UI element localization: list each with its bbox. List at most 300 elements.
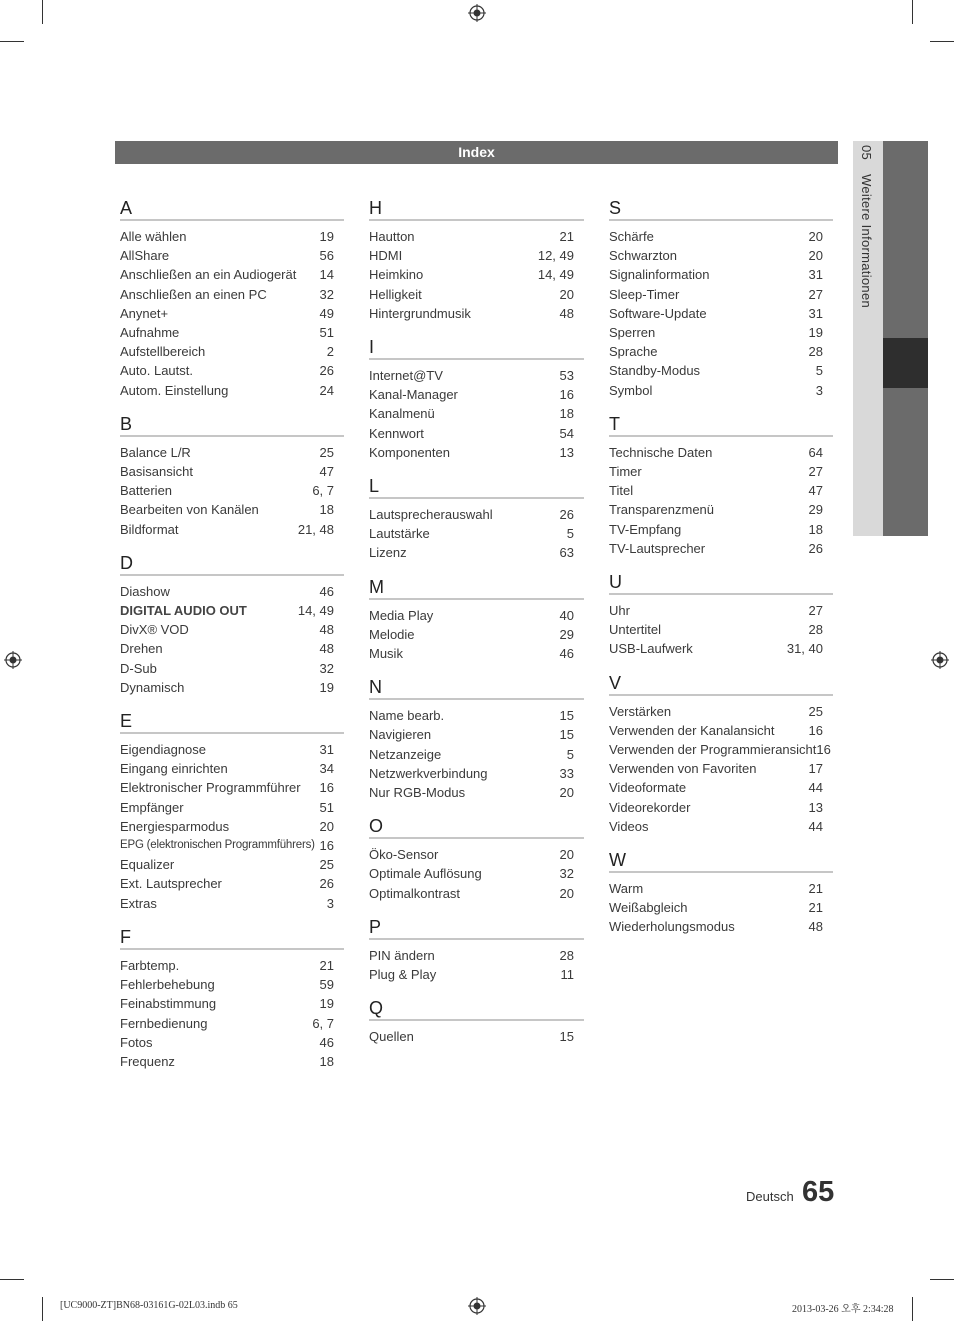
- entry-page: 32: [319, 286, 334, 302]
- entry-label: Untertitel: [609, 622, 662, 638]
- entry-label: Bildformat: [120, 521, 179, 537]
- entry-label: D-Sub: [120, 660, 157, 676]
- entry-page: 12, 49: [537, 248, 574, 264]
- entry-label: Verwenden von Favoriten: [609, 761, 757, 777]
- index-section: [120, 553, 344, 697]
- index-entry: [120, 836, 344, 855]
- index-section: [609, 198, 833, 400]
- index-entry: [120, 1052, 344, 1071]
- entry-label: Kanal-Manager: [369, 387, 458, 403]
- entry-page: 19: [319, 229, 334, 244]
- entry-label: Lautsprecherauswahl: [369, 507, 493, 523]
- index-entry: [609, 381, 833, 400]
- print-slug-date: 2013-03-26 오후 2:34:28: [792, 1304, 894, 1315]
- entry-page: 18: [319, 502, 334, 518]
- entry-label: Anschließen an einen PC: [120, 286, 267, 302]
- crop-mark: [912, 0, 913, 24]
- index-entry: [120, 304, 344, 323]
- index-entry: [120, 361, 344, 380]
- entry-label: Netzwerkverbindung: [369, 765, 488, 781]
- entry-label: Videorekorder: [609, 799, 691, 815]
- page-title: Index: [458, 144, 495, 160]
- entry-label: Media Play: [369, 607, 434, 623]
- entry-page: 28: [808, 344, 823, 360]
- index-entry: [120, 894, 344, 913]
- entry-page: 32: [319, 660, 334, 676]
- entry-page: 47: [808, 483, 823, 499]
- entry-label: Fernbedienung: [120, 1015, 208, 1031]
- entry-page: 26: [808, 540, 823, 556]
- entry-page: 31: [319, 742, 334, 758]
- entry-page: 3: [815, 382, 823, 398]
- index-section: [369, 998, 584, 1046]
- entry-page: 48: [808, 919, 823, 935]
- entry-label: Standby-Modus: [609, 363, 701, 379]
- entry-page: 6, 7: [312, 483, 334, 499]
- index-entry: [369, 745, 584, 764]
- index-entry: [369, 385, 584, 404]
- entry-label: DivX® VOD: [120, 622, 189, 638]
- entry-label: Feinabstimmung: [120, 996, 217, 1012]
- crop-mark: [42, 1297, 43, 1321]
- index-entry: [369, 725, 584, 744]
- entry-label: Videos: [609, 818, 649, 834]
- index-entry: [120, 500, 344, 519]
- entry-label: Energiesparmodus: [120, 818, 230, 834]
- entry-page: 44: [808, 780, 823, 796]
- entry-label: Titel: [609, 483, 634, 499]
- entry-label: Verwenden der Programmieransicht: [609, 742, 817, 758]
- entry-page: 21: [808, 881, 823, 897]
- entry-page: 16: [808, 722, 823, 738]
- index-entry: [369, 265, 584, 284]
- entry-page: 63: [559, 545, 574, 561]
- print-slug-file: [UC9000-ZT]BN68-03161G-02L03.indb 65: [60, 1300, 238, 1311]
- index-entry: [609, 879, 833, 898]
- entry-label: Fehlerbehebung: [120, 977, 215, 993]
- entry-page: 16: [319, 780, 334, 796]
- entry-label: Frequenz: [120, 1053, 175, 1069]
- registration-mark-icon: [468, 1297, 486, 1315]
- entry-label: Videoformate: [609, 780, 687, 796]
- entry-label: Equalizer: [120, 857, 175, 873]
- entry-page: 26: [319, 876, 334, 892]
- entry-label: Autom. Einstellung: [120, 382, 229, 398]
- entry-label: Helligkeit: [369, 286, 422, 302]
- crop-mark: [930, 41, 954, 42]
- index-entry: [120, 759, 344, 778]
- section-letter: W: [609, 850, 833, 873]
- registration-mark-icon: [931, 651, 949, 669]
- entry-page: 21: [808, 900, 823, 916]
- section-letter: I: [369, 337, 584, 360]
- entry-label: Hintergrundmusik: [369, 305, 471, 321]
- index-entry: [609, 285, 833, 304]
- section-letter: O: [369, 816, 584, 839]
- section-letter: M: [369, 577, 584, 600]
- entry-page: 27: [808, 603, 823, 619]
- section-letter: B: [120, 414, 344, 437]
- entry-page: 14, 49: [537, 267, 574, 283]
- entry-label: AllShare: [120, 248, 170, 264]
- section-letter: D: [120, 553, 344, 576]
- entry-label: Wiederholungsmodus: [609, 919, 735, 935]
- index-header: [115, 141, 838, 164]
- entry-label: Lizenz: [369, 545, 407, 561]
- entry-label: Batterien: [120, 483, 173, 499]
- entry-page: 21: [559, 229, 574, 244]
- entry-page: 19: [808, 325, 823, 341]
- entry-label: Optimalkontrast: [369, 885, 461, 901]
- index-entry: [369, 543, 584, 562]
- entry-label: TV-Empfang: [609, 521, 682, 537]
- entry-label: Warm: [609, 881, 644, 897]
- index-column-2: [369, 198, 584, 1060]
- section-letter: H: [369, 198, 584, 221]
- entry-label: Eigendiagnose: [120, 742, 207, 758]
- entry-page: 19: [319, 679, 334, 695]
- entry-page: 6, 7: [312, 1015, 334, 1031]
- entry-label: Sperren: [609, 325, 656, 341]
- index-entry: [609, 539, 833, 558]
- index-entry: [609, 361, 833, 380]
- entry-page: 15: [559, 1029, 574, 1045]
- entry-label: Timer: [609, 464, 642, 480]
- index-entry: [609, 778, 833, 797]
- registration-mark-icon: [468, 4, 486, 22]
- index-column-3: [609, 198, 833, 951]
- entry-page: 46: [319, 1034, 334, 1050]
- entry-label: Anynet+: [120, 305, 169, 321]
- entry-label: Kanalmenü: [369, 406, 435, 422]
- entry-page: 27: [808, 286, 823, 302]
- index-entry: [369, 304, 584, 323]
- chapter-title: Weitere Informationen: [859, 174, 874, 309]
- entry-label: Basisansicht: [120, 464, 193, 480]
- index-entry: [369, 783, 584, 802]
- index-entry: [120, 994, 344, 1013]
- index-entry: [369, 845, 584, 864]
- index-entry: [609, 759, 833, 778]
- entry-page: 15: [559, 708, 574, 724]
- side-tab-label: [859, 145, 874, 308]
- entry-page: 53: [559, 368, 574, 384]
- entry-page: 51: [319, 799, 334, 815]
- entry-page: 48: [319, 622, 334, 638]
- index-entry: [120, 874, 344, 893]
- entry-label: Elektronischer Programmführer: [120, 780, 301, 796]
- entry-label: Öko-Sensor: [369, 847, 439, 863]
- entry-page: 28: [559, 947, 574, 963]
- entry-label: DIGITAL AUDIO OUT: [120, 603, 247, 619]
- index-entry: [369, 1027, 584, 1046]
- entry-page: 29: [808, 502, 823, 518]
- index-entry: [120, 285, 344, 304]
- chapter-number: 05: [859, 145, 874, 161]
- crop-mark: [930, 1279, 954, 1280]
- section-letter: A: [120, 198, 344, 221]
- index-entry: [369, 366, 584, 385]
- index-entry: [369, 443, 584, 462]
- entry-label: Plug & Play: [369, 967, 437, 983]
- index-section: [369, 198, 584, 323]
- entry-label: Verstärken: [609, 703, 672, 719]
- index-section: [609, 414, 833, 558]
- entry-page: 20: [808, 248, 823, 264]
- entry-label: Navigieren: [369, 727, 432, 743]
- entry-label: Farbtemp.: [120, 957, 180, 973]
- entry-page: 14, 49: [297, 603, 334, 619]
- entry-page: 14: [319, 267, 334, 283]
- entry-label: EPG (elektronischen Programmführers): [120, 839, 315, 852]
- index-entry: [120, 443, 344, 462]
- entry-page: 20: [559, 847, 574, 863]
- index-entry: [369, 246, 584, 265]
- entry-label: Fotos: [120, 1034, 153, 1050]
- entry-page: 18: [559, 406, 574, 422]
- index-entry: [609, 702, 833, 721]
- entry-label: USB-Laufwerk: [609, 641, 693, 657]
- entry-label: Quellen: [369, 1029, 414, 1045]
- index-section: [609, 572, 833, 659]
- index-column-1: [120, 198, 344, 1085]
- index-entry: [369, 625, 584, 644]
- index-entry: [369, 764, 584, 783]
- entry-page: 46: [319, 583, 334, 599]
- entry-label: Ext. Lautsprecher: [120, 876, 222, 892]
- entry-page: 46: [559, 646, 574, 662]
- entry-page: 44: [808, 818, 823, 834]
- entry-label: Empfänger: [120, 799, 184, 815]
- index-entry: [369, 404, 584, 423]
- entry-page: 26: [319, 363, 334, 379]
- index-entry: [120, 639, 344, 658]
- index-entry: [369, 884, 584, 903]
- section-letter: L: [369, 476, 584, 499]
- index-entry: [609, 462, 833, 481]
- entry-page: 25: [808, 703, 823, 719]
- index-section: [369, 917, 584, 984]
- index-entry: [609, 443, 833, 462]
- index-entry: [609, 639, 833, 658]
- entry-page: 5: [566, 746, 574, 762]
- entry-label: Name bearb.: [369, 708, 445, 724]
- entry-label: Diashow: [120, 583, 170, 599]
- entry-label: Aufnahme: [120, 325, 180, 341]
- entry-page: 13: [808, 799, 823, 815]
- entry-label: Extras: [120, 895, 157, 911]
- index-entry: [369, 946, 584, 965]
- entry-page: 18: [319, 1053, 334, 1069]
- index-entry: [120, 798, 344, 817]
- entry-label: Uhr: [609, 603, 630, 619]
- entry-page: 5: [566, 526, 574, 542]
- index-entry: [609, 342, 833, 361]
- entry-label: Schwarzton: [609, 248, 677, 264]
- footer-language: Deutsch: [746, 1189, 794, 1204]
- entry-page: 64: [808, 444, 823, 460]
- index-entry: [120, 855, 344, 874]
- entry-label: Internet@TV: [369, 368, 443, 384]
- index-entry: [120, 265, 344, 284]
- index-section: [120, 198, 344, 400]
- index-entry: [120, 342, 344, 361]
- index-entry: [369, 644, 584, 663]
- section-letter: V: [609, 673, 833, 696]
- entry-page: 40: [559, 607, 574, 623]
- entry-page: 28: [808, 622, 823, 638]
- entry-label: Netzanzeige: [369, 746, 442, 762]
- section-letter: E: [120, 711, 344, 734]
- entry-label: Aufstellbereich: [120, 344, 206, 360]
- entry-page: 21, 48: [297, 521, 334, 537]
- entry-label: Bearbeiten von Kanälen: [120, 502, 259, 518]
- index-entry: [609, 898, 833, 917]
- entry-label: Sleep-Timer: [609, 286, 680, 302]
- index-entry: [120, 481, 344, 500]
- index-entry: [120, 740, 344, 759]
- entry-page: 16: [319, 838, 334, 854]
- index-entry: [609, 620, 833, 639]
- index-entry: [369, 706, 584, 725]
- entry-label: Symbol: [609, 382, 653, 398]
- entry-label: Hautton: [369, 229, 415, 244]
- index-entry: [120, 659, 344, 678]
- index-entry: [609, 740, 833, 759]
- entry-label: TV-Lautsprecher: [609, 540, 706, 556]
- entry-page: 21: [319, 957, 334, 973]
- entry-page: 20: [559, 885, 574, 901]
- index-entry: [609, 817, 833, 836]
- index-section: [609, 850, 833, 937]
- entry-page: 2: [326, 344, 334, 360]
- entry-label: Transparenzmenü: [609, 502, 715, 518]
- section-letter: N: [369, 677, 584, 700]
- entry-label: Schärfe: [609, 229, 654, 244]
- index-entry: [609, 481, 833, 500]
- entry-label: Sprache: [609, 344, 658, 360]
- entry-page: 33: [559, 765, 574, 781]
- section-letter: S: [609, 198, 833, 221]
- entry-label: Eingang einrichten: [120, 761, 228, 777]
- entry-page: 31: [808, 305, 823, 321]
- entry-label: Balance L/R: [120, 444, 191, 460]
- index-entry: [120, 1033, 344, 1052]
- entry-label: Kennwort: [369, 425, 424, 441]
- section-letter: P: [369, 917, 584, 940]
- registration-mark-icon: [4, 651, 22, 669]
- entry-page: 32: [559, 866, 574, 882]
- section-letter: Q: [369, 998, 584, 1021]
- entry-page: 20: [808, 229, 823, 244]
- index-section: [369, 476, 584, 563]
- entry-page: 34: [319, 761, 334, 777]
- entry-page: 15: [559, 727, 574, 743]
- index-section: [609, 673, 833, 836]
- entry-page: 54: [559, 425, 574, 441]
- entry-label: Technische Daten: [609, 444, 713, 460]
- index-entry: [369, 864, 584, 883]
- index-entry: [609, 721, 833, 740]
- entry-label: Heimkino: [369, 267, 424, 283]
- entry-page: 47: [319, 464, 334, 480]
- entry-label: Drehen: [120, 641, 163, 657]
- entry-page: 51: [319, 325, 334, 341]
- index-entry: [120, 246, 344, 265]
- entry-page: 17: [808, 761, 823, 777]
- index-entry: [120, 462, 344, 481]
- index-section: [369, 677, 584, 802]
- entry-label: Anschließen an ein Audiogerät: [120, 267, 297, 283]
- index-entry: [369, 285, 584, 304]
- section-letter: T: [609, 414, 833, 437]
- index-entry: [609, 500, 833, 519]
- entry-page: 16: [816, 742, 831, 758]
- index-section: [120, 711, 344, 913]
- entry-page: 56: [319, 248, 334, 264]
- entry-page: 31: [808, 267, 823, 283]
- index-entry: [120, 678, 344, 697]
- index-entry: [609, 246, 833, 265]
- entry-label: Signalinformation: [609, 267, 710, 283]
- entry-page: 59: [319, 977, 334, 993]
- index-section: [369, 337, 584, 462]
- crop-mark: [42, 0, 43, 24]
- index-entry: [609, 227, 833, 246]
- entry-label: Lautstärke: [369, 526, 430, 542]
- index-entry: [609, 917, 833, 936]
- entry-page: 19: [319, 996, 334, 1012]
- section-letter: U: [609, 572, 833, 595]
- entry-page: 5: [815, 363, 823, 379]
- entry-label: Optimale Auflösung: [369, 866, 482, 882]
- index-entry: [120, 1014, 344, 1033]
- index-entry: [120, 582, 344, 601]
- index-entry: [120, 227, 344, 246]
- side-tab-marker: [883, 338, 928, 388]
- index-section: [120, 927, 344, 1071]
- index-entry: [120, 956, 344, 975]
- entry-label: Nur RGB-Modus: [369, 785, 466, 801]
- entry-label: Verwenden der Kanalansicht: [609, 722, 775, 738]
- index-entry: [609, 323, 833, 342]
- index-entry: [120, 975, 344, 994]
- entry-page: 18: [808, 521, 823, 537]
- entry-page: 48: [319, 641, 334, 657]
- entry-label: Dynamisch: [120, 679, 185, 695]
- index-entry: [369, 424, 584, 443]
- index-entry: [369, 227, 584, 246]
- entry-page: 25: [319, 857, 334, 873]
- entry-label: Software-Update: [609, 305, 707, 321]
- index-entry: [369, 606, 584, 625]
- page-number: 65: [802, 1176, 835, 1208]
- index-section: [369, 816, 584, 903]
- crop-mark: [0, 41, 24, 42]
- entry-page: 24: [319, 382, 334, 398]
- entry-page: 29: [559, 626, 574, 642]
- entry-page: 27: [808, 464, 823, 480]
- entry-label: Auto. Lautst.: [120, 363, 193, 379]
- entry-page: 49: [319, 305, 334, 321]
- entry-page: 31, 40: [786, 641, 823, 657]
- entry-page: 20: [559, 286, 574, 302]
- index-entry: [369, 524, 584, 543]
- entry-label: Weißabgleich: [609, 900, 688, 916]
- entry-page: 20: [559, 785, 574, 801]
- entry-label: Musik: [369, 646, 403, 662]
- index-entry: [120, 520, 344, 539]
